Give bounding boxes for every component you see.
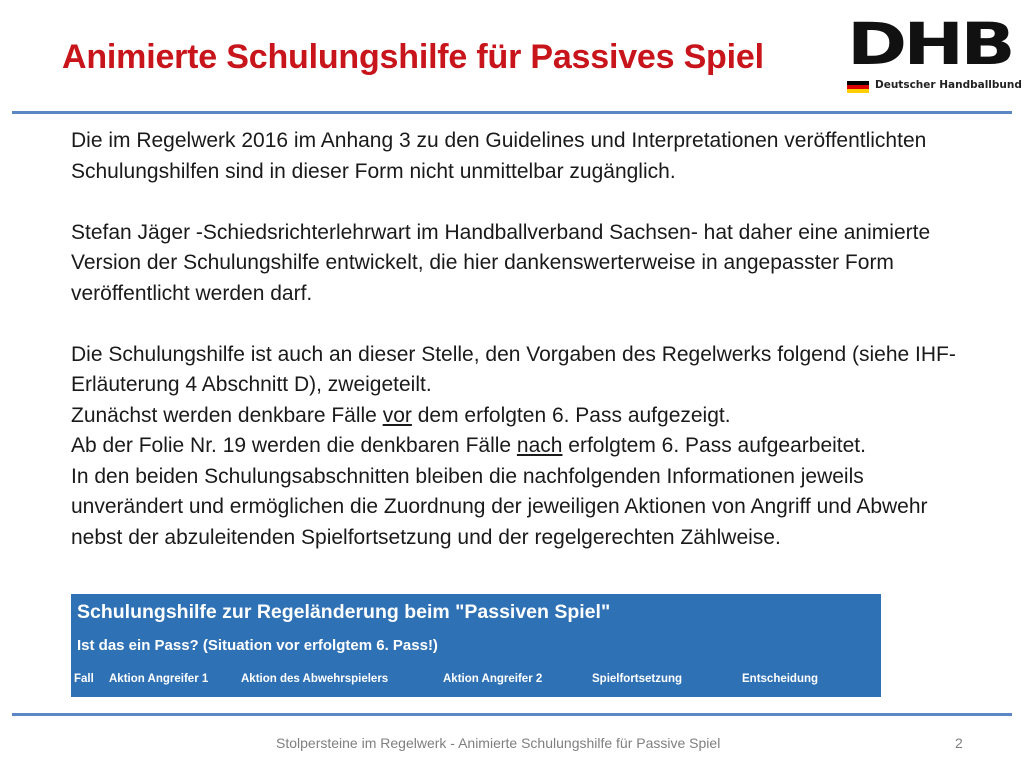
column-header-angreifer-1: Aktion Angreifer 1 <box>109 673 209 685</box>
footer-divider <box>12 713 1012 716</box>
logo-mark: DHB <box>847 10 1012 78</box>
paragraph-structure: Die Schulungshilfe ist auch an dieser Stelle, den Vorgaben des Regelwerks folgend (siehe IHF-Erläuterung 4 Abschnitt D), zweigeteilt. <box>71 342 956 396</box>
underlined-word: vor <box>382 403 412 427</box>
training-aid-header-panel <box>71 594 881 697</box>
panel-column-headers <box>71 673 881 689</box>
text-segment: Ab der Folie Nr. 19 werden die denkbaren Fälle <box>71 434 517 457</box>
slide-body <box>71 126 971 553</box>
slide-title: Animierte Schulungshilfe für Passives Spiel <box>62 38 764 76</box>
page-number: 2 <box>955 735 963 751</box>
column-header-fall: Fall <box>74 673 94 685</box>
paragraph-intro: Die im Regelwerk 2016 im Anhang 3 zu den Guidelines und Interpretationen veröffentlichten Schulungshilfen sind in dieser Form nicht unmittelbar zugänglich. <box>71 129 927 183</box>
logo-subtitle: Deutscher Handballbund <box>875 79 1022 91</box>
column-header-angreifer-2: Aktion Angreifer 2 <box>443 673 543 685</box>
column-header-entscheidung: Entscheidung <box>742 673 819 685</box>
title-divider <box>12 111 1012 114</box>
column-header-spielfortsetzung: Spielfortsetzung <box>592 673 683 685</box>
line-after-pass <box>71 431 971 462</box>
panel-subtitle: Ist das ein Pass? (Situation vor erfolgtem 6. Pass!) <box>77 637 438 654</box>
flag-stripe-gold <box>847 89 869 93</box>
text-segment: dem erfolgten 6. Pass aufgezeigt. <box>411 403 731 427</box>
paragraph-author: Stefan Jäger -Schiedsrichterlehrwart im Handballverband Sachsen- hat daher eine animierte Version der Schulungshilfe entwickelt, die hier dankenswerterweise in angepasster Form veröffentlicht werden darf. <box>71 220 931 305</box>
column-header-abwehrspieler: Aktion des Abwehrspielers <box>241 673 389 685</box>
paragraph-gap <box>71 309 971 340</box>
paragraph-info: In den beiden Schulungsabschnitten bleiben die nachfolgenden Informationen jeweils unverändert und ermöglichen die Zuordnung der jeweiligen Aktionen von Angriff und Abwehr nebst der abzuleitenden Spielfortsetzung und der regelgerechten Zählweise. <box>71 464 928 549</box>
flag-stripes-icon <box>847 81 869 93</box>
dhb-logo <box>845 10 1022 97</box>
paragraph-gap <box>71 187 971 218</box>
footer-text: Stolpersteine im Regelwerk - Animierte Schulungshilfe für Passive Spiel <box>276 735 721 751</box>
text-segment: erfolgtem 6. Pass aufgearbeitet. <box>562 434 866 457</box>
underlined-word: nach <box>516 434 563 457</box>
panel-title: Schulungshilfe zur Regeländerung beim "Passiven Spiel" <box>77 601 611 623</box>
line-before-pass <box>71 401 971 432</box>
text-segment: Zunächst werden denkbare Fälle <box>71 403 383 427</box>
